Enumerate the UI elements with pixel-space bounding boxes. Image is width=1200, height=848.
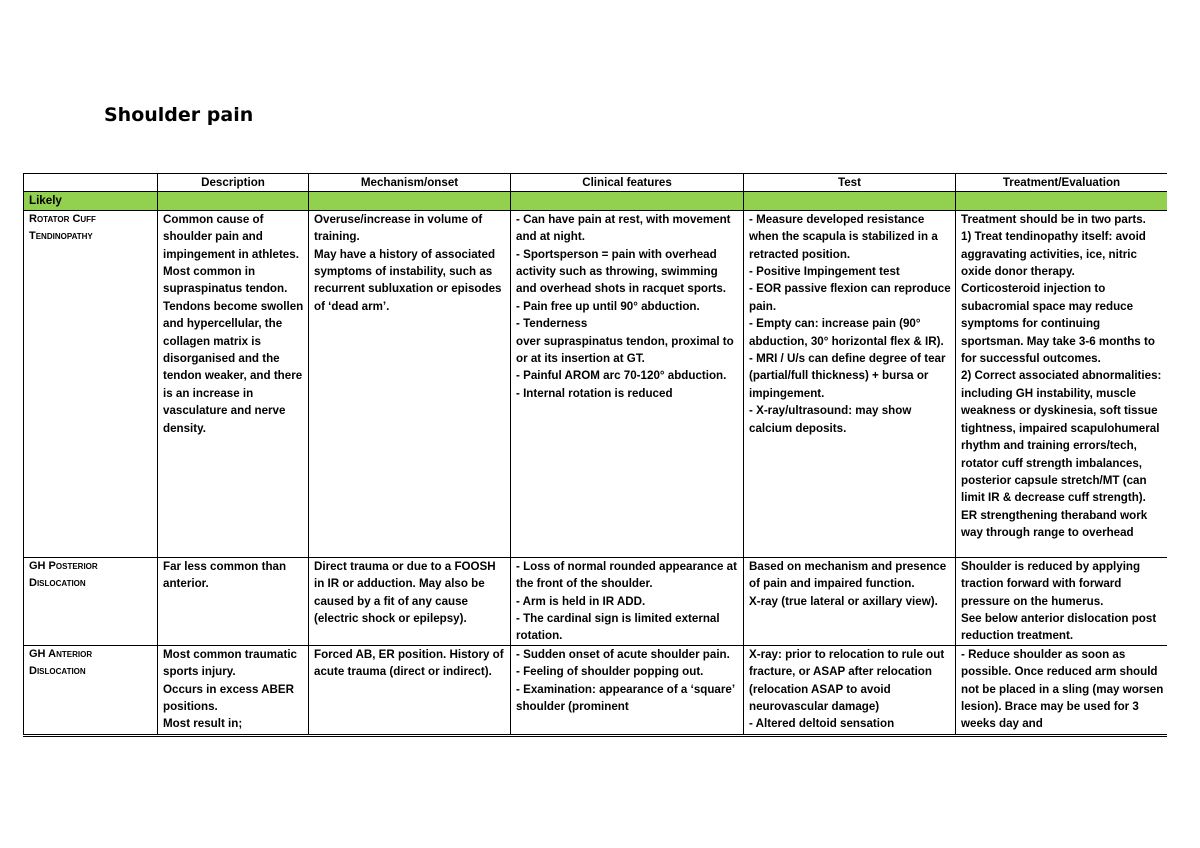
cell-mechanism: Direct trauma or due to a FOOSH in IR or adduction. May also be caused by a fit of any cause (electric shock or epilepsy). bbox=[309, 557, 511, 645]
table-row-rotator-cuff bbox=[24, 210, 1168, 557]
cell-treatment: Shoulder is reduced by applying traction forward with forward pressure on the humerus. See below anterior dislocation post reduction treatment. bbox=[956, 557, 1168, 645]
shoulder-pain-table bbox=[23, 173, 1167, 737]
row-label bbox=[24, 645, 158, 734]
page-title: Shoulder pain bbox=[104, 104, 254, 126]
row-label-line: Rotator Cuff bbox=[29, 212, 96, 225]
cell-test: X-ray: prior to relocation to rule out fracture, or ASAP after relocation (relocation ASAP to avoid neurovascular damage) - Altered deltoid sensation bbox=[744, 645, 956, 734]
category-row-likely bbox=[24, 192, 1168, 210]
category-cell bbox=[956, 192, 1168, 210]
cell-mechanism: Overuse/increase in volume of training. May have a history of associated symptoms of instability, such as recurrent subluxation or episodes of ‘dead arm’. bbox=[309, 210, 511, 557]
cell-clinical-features: - Loss of normal rounded appearance at the front of the shoulder. - Arm is held in IR ADD. - The cardinal sign is limited external rotation. bbox=[511, 557, 744, 645]
cell-test: - Measure developed resistance when the scapula is stabilized in a retracted position. - Positive Impingement test - EOR passive flexion can reproduce pain. - Empty can: increase pain (90° abduction, 30° horizontal flex & IR). - MRI / U/s can define degree of tear (partial/full thickness) + bursa or impingement. - X-ray/ultrasound: may show calcium deposits. bbox=[744, 210, 956, 557]
category-cell bbox=[158, 192, 309, 210]
table-row-gh-anterior bbox=[24, 645, 1168, 734]
category-cell bbox=[744, 192, 956, 210]
cell-description: Common cause of shoulder pain and impingement in athletes. Most common in supraspinatus tendon. Tendons become swollen and hypercellular, the collagen matrix is disorganised and the tendon weaker, and there is an increase in vasculature and nerve density. bbox=[158, 210, 309, 557]
cell-test: Based on mechanism and presence of pain and impaired function. X-ray (true lateral or axillary view). bbox=[744, 557, 956, 645]
row-label bbox=[24, 557, 158, 645]
header-mechanism: Mechanism/onset bbox=[309, 174, 511, 192]
header-description: Description bbox=[158, 174, 309, 192]
cell-clinical-features: - Can have pain at rest, with movement and at night. - Sportsperson = pain with overhead activity such as throwing, swimming and overhead shots in racquet sports. - Pain free up until 90° abduction. - Tenderness over supraspinatus tendon, proximal to or at its insertion at GT. - Painful AROM arc 70-120° abduction. - Internal rotation is reduced bbox=[511, 210, 744, 557]
cell-description: Most common traumatic sports injury. Occurs in excess ABER positions. Most result in; bbox=[158, 645, 309, 734]
header-row bbox=[24, 174, 1168, 192]
cell-mechanism: Forced AB, ER position. History of acute trauma (direct or indirect). bbox=[309, 645, 511, 734]
row-label bbox=[24, 210, 158, 557]
header-test: Test bbox=[744, 174, 956, 192]
row-label-line: Dislocation bbox=[29, 665, 86, 678]
row-label-line: GH Anterior bbox=[29, 647, 93, 660]
cell-clinical-features: - Sudden onset of acute shoulder pain. - Feeling of shoulder popping out. - Examination: appearance of a ‘square’ shoulder (prominent bbox=[511, 645, 744, 734]
category-cell bbox=[309, 192, 511, 210]
row-label-line: Dislocation bbox=[29, 577, 86, 590]
table-row-gh-posterior bbox=[24, 557, 1168, 645]
cell-treatment: - Reduce shoulder as soon as possible. Once reduced arm should not be placed in a sling (may worsen lesion). Brace may be used for 3 weeks day and bbox=[956, 645, 1168, 734]
header-treatment: Treatment/Evaluation bbox=[956, 174, 1168, 192]
category-label: Likely bbox=[24, 192, 158, 210]
cell-treatment: Treatment should be in two parts. 1) Treat tendinopathy itself: avoid aggravating activities, ice, nitric oxide donor therapy. Corticosteroid injection to subacromial space may reduce symptoms for continuing sportsman. May take 3-6 months to for successful outcomes. 2) Correct associated abnormalities: including GH instability, muscle weakness or dyskinesia, soft tissue tightness, impaired scapulohumeral rhythm and training errors/tech, rotator cuff strength imbalances, posterior capsule stretch/MT (can limit IR & decrease cuff strength). ER strengthening theraband work way through range to overhead bbox=[956, 210, 1168, 557]
category-cell bbox=[511, 192, 744, 210]
row-label-line: GH Posterior bbox=[29, 559, 98, 572]
header-empty bbox=[24, 174, 158, 192]
row-label-line: Tendinopathy bbox=[29, 230, 93, 243]
header-clinical-features: Clinical features bbox=[511, 174, 744, 192]
cell-description: Far less common than anterior. bbox=[158, 557, 309, 645]
